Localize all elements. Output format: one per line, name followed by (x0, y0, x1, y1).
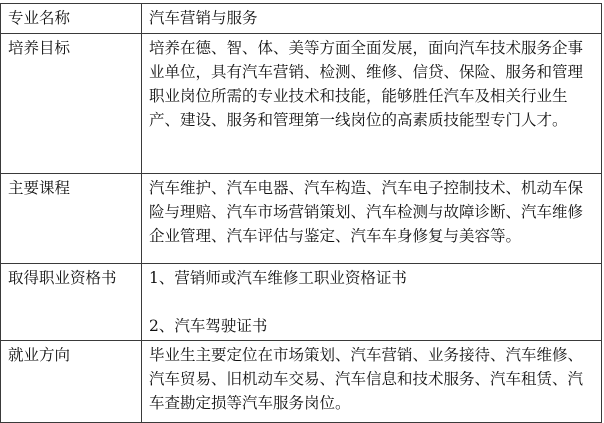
row-label: 主要课程 (1, 174, 142, 264)
row-label: 就业方向 (1, 341, 142, 423)
row-value-list (142, 264, 602, 341)
row-value: 培养在德、智、体、美等方面全面发展，面向汽车技术服务企事业单位，具有汽车营销、检测、维修、信贷、保险、服务和管理职业岗位所需的专业技术和技能，能够胜任汽车及相关行业生产、建设、服务和管理第一线岗位的高素质技能型专门人才。 (142, 34, 602, 174)
list-item: 1、营销师或汽车维修工职业资格证书 (149, 269, 407, 287)
table-row-employment (1, 341, 602, 423)
list-spacer (149, 290, 598, 314)
row-label: 培养目标 (1, 34, 142, 174)
list-item: 2、汽车驾驶证书 (149, 317, 268, 335)
row-value: 毕业生主要定位在市场策划、汽车营销、业务接待、汽车维修、汽车贸易、旧机动车交易、汽车信息和技术服务、汽车租赁、汽车查勘定损等汽车服务岗位。 (142, 341, 602, 423)
row-label: 取得职业资格书 (1, 264, 142, 341)
table-row-training-goal (1, 34, 602, 174)
row-label: 专业名称 (1, 4, 142, 34)
row-value: 汽车维护、汽车电器、汽车构造、汽车电子控制技术、机动车保险与理赔、汽车市场营销策划、汽车检测与故障诊断、汽车维修企业管理、汽车评估与鉴定、汽车车身修复与美容等。 (142, 174, 602, 264)
table-row-main-courses (1, 174, 602, 264)
major-info-table (0, 3, 602, 423)
table-row-major-name (1, 4, 602, 34)
row-value: 汽车营销与服务 (142, 4, 602, 34)
table-row-certificates (1, 264, 602, 341)
